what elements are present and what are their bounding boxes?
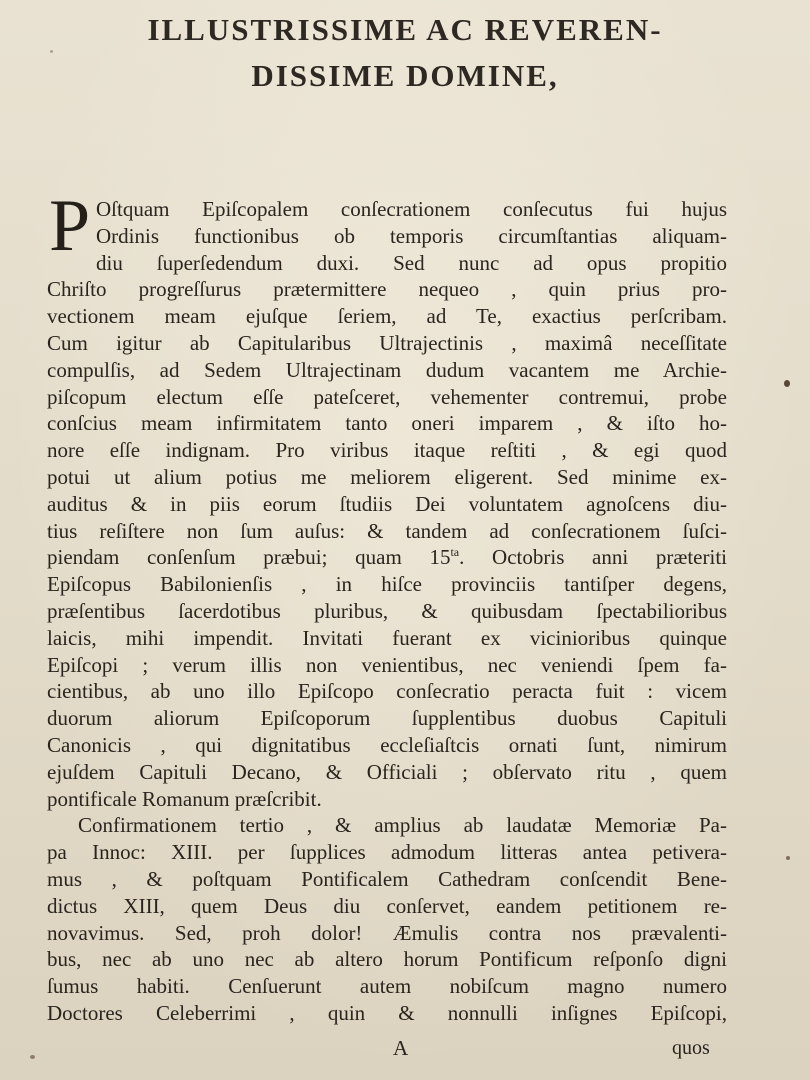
foxing-spot [786, 856, 790, 860]
text-line: pa Innoc: XIII. per ſupplices admodum litteras antea petivera- [47, 840, 727, 865]
catchword: quos [672, 1037, 710, 1059]
text-line: Chriſto progreſſurus prætermittere nequeo , quin prius pro- [47, 277, 727, 302]
text-line: ejuſdem Capituli Decano, & Officiali ; obſervato ritu , quem [47, 759, 727, 784]
text-line: Confirmationem tertio , & amplius ab laudatæ Memoriæ Pa- [78, 813, 727, 838]
text-line: Doctores Celeberrimi , quin & nonnulli inſignes Epiſcopi, [47, 1000, 727, 1025]
text-line: piſcopum electum eſſe pateſceret, vehementer contremui, probe [47, 384, 727, 409]
drop-capital: P [49, 185, 91, 267]
text-line: bus, nec ab uno nec ab altero horum Pontificum reſponſo digni [47, 947, 727, 972]
text-line: potui ut alium potius me meliorem eligerent. Sed minime ex- [47, 464, 727, 489]
text-line: ſumus habiti. Cenſuerunt autem nobiſcum magno numero [47, 974, 727, 999]
text-segment: piendam conſenſum præbui; quam [47, 545, 402, 570]
text-line: Epiſcopi ; verum illis non venientibus, nec veniendi ſpem fa- [47, 652, 727, 677]
text-line: mus , & poſtquam Pontificalem Cathedram conſcendit Bene- [47, 866, 727, 891]
signature-mark: A [393, 1036, 409, 1060]
text-line: conſcius meam infirmitatem tanto oneri imparem , & iſto ho- [47, 411, 727, 436]
date-rest: . Octobris anni præteriti [459, 545, 727, 570]
text-line: Canonicis , qui dignitatibus eccleſiaſtcis ornati ſunt, nimirum [47, 732, 727, 757]
text-line-with-date [47, 544, 727, 571]
text-line: dictus XIII, quem Deus diu conſervet, eandem petitionem re- [47, 893, 727, 918]
date-suffix: ta [450, 545, 460, 560]
text-line: Oſtquam Epiſcopalem conſecrationem conſecutus fui hujus [96, 197, 727, 221]
text-line: nore eſſe indignam. Pro viribus itaque reſtiti , & egi quod [47, 438, 727, 463]
foxing-spot [50, 50, 53, 53]
text-line: cientibus, ab uno illo Epiſcopo conſecratio peracta fuit : vicem [47, 679, 727, 704]
foxing-spot [784, 380, 790, 387]
text-line: Ordinis functionibus ob temporis circumſtantias aliquam- [96, 223, 727, 248]
text-line: laicis, mihi impendit. Invitati fuerant ex vicinioribus quinque [47, 625, 727, 650]
text-line: pontificale Romanum præſcribit. [47, 786, 322, 811]
text-line: tius reſiſtere non ſum auſus: & tandem ad conſecrationem ſuſci- [47, 518, 727, 543]
text-line: compulſis, ad Sedem Ultrajectinam dudum vacantem me Archie- [47, 357, 727, 382]
heading-line-1: ILLUSTRISSIME AC REVEREN- [147, 12, 663, 47]
body-text [47, 196, 727, 1027]
text-line: diu ſuperſedendum duxi. Sed nunc ad opus propitio [96, 250, 727, 275]
text-line: Epiſcopus Babilonienſis , in hiſce provinciis tantiſper degens, [47, 572, 727, 597]
foxing-spot [30, 1055, 35, 1059]
text-line: duorum aliorum Epiſcoporum ſupplentibus duobus Capituli [47, 706, 727, 731]
text-line: vectionem meam ejuſque ſeriem, ad Te, exactius perſcribam. [47, 304, 727, 329]
date-number: 15 [429, 545, 451, 570]
heading-line-2: DISSIME DOMINE, [251, 58, 559, 93]
text-line: novavimus. Sed, proh dolor! Æmulis contra nos prævalenti- [47, 920, 727, 945]
text-line: Cum igitur ab Capitularibus Ultrajectinis , maximâ neceſſitate [47, 330, 727, 355]
text-line: auditus & in piis eorum ſtudiis Dei voluntatem agnoſcens diu- [47, 491, 727, 516]
text-line: præſentibus ſacerdotibus pluribus, & quibusdam ſpectabilioribus [47, 598, 727, 623]
